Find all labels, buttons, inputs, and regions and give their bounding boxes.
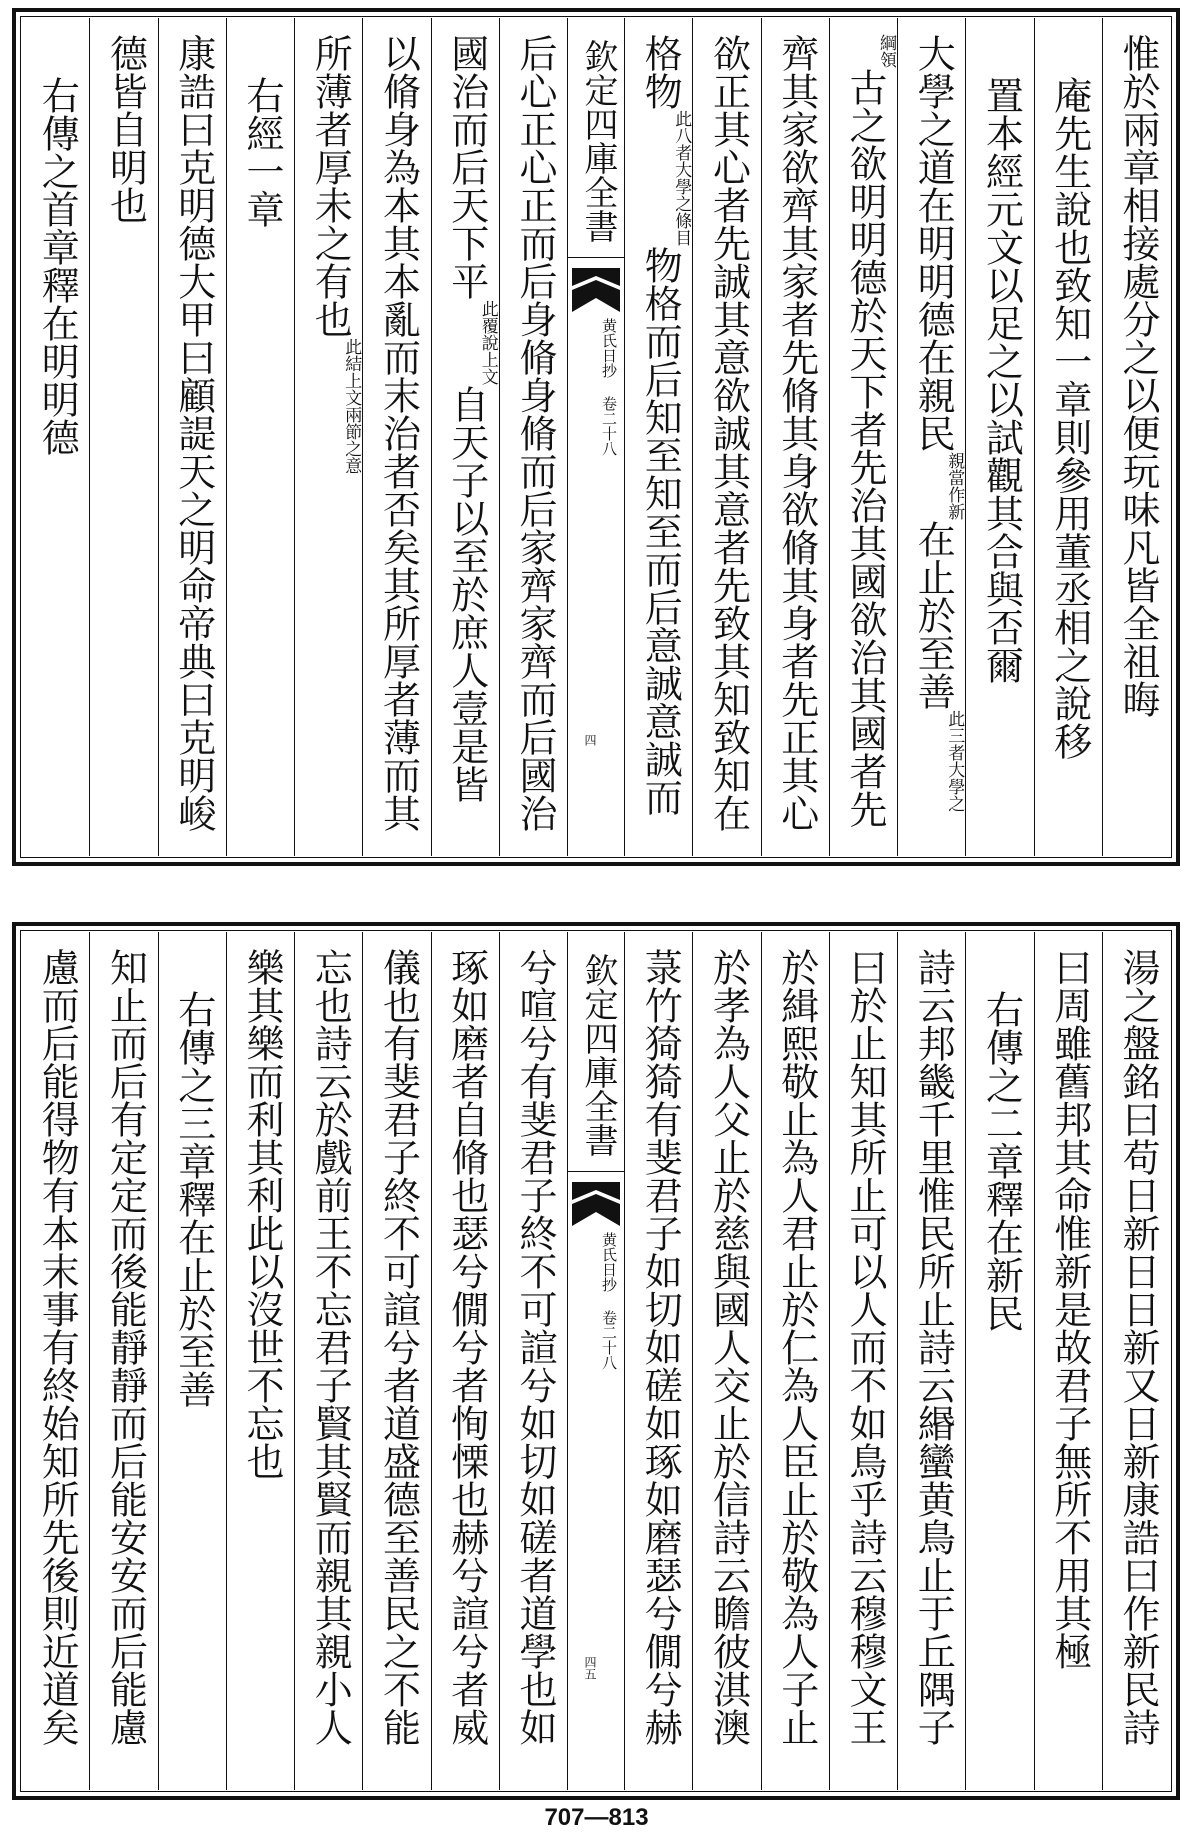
annotation: 親當作新	[944, 452, 965, 520]
text-column	[1034, 18, 1102, 856]
main-text: 自天子以至於庶人壹是皆	[444, 385, 489, 803]
bottom-columns	[22, 932, 1170, 1790]
text-column	[431, 18, 499, 856]
text-column	[362, 18, 430, 856]
top-page	[12, 8, 1180, 866]
text-column	[965, 18, 1033, 856]
main-text: 儀也有斐君子終不可諠兮者道盛德至善民之不能	[376, 948, 421, 1746]
main-text: 右傳之首章釋在明明德	[35, 76, 80, 456]
main-text: 右傳之二章釋在新民	[979, 990, 1024, 1332]
text-column	[158, 932, 226, 1790]
main-text: 於緝熙敬止為人君止於仁為人臣止於敬為人子止	[774, 948, 819, 1746]
annotation: 此覆說上文	[477, 300, 498, 385]
main-text: 右傳之三章釋在止於至善	[171, 990, 216, 1408]
text-column	[22, 932, 89, 1790]
main-text: 於孝為人父止於慈與國人交止於信詩云瞻彼淇澳	[706, 948, 751, 1746]
text-column	[431, 932, 499, 1790]
fishtail-mark-icon	[572, 1182, 620, 1226]
spine-subtitle: 黄氏日抄 卷二十八	[600, 1232, 618, 1370]
text-column	[1034, 932, 1102, 1790]
top-columns	[22, 18, 1170, 856]
main-text: 兮喧兮有斐君子終不可諠兮如切如磋者道學也如	[513, 948, 557, 1746]
text-column	[624, 932, 692, 1790]
text-column	[829, 932, 897, 1790]
main-text: 琢如磨者自脩也瑟兮僩兮者恂慄也赫兮諠兮者威	[444, 948, 489, 1746]
main-text: 國治而后天下平	[444, 34, 489, 300]
spine-title: 欽定四庫全書	[568, 932, 624, 1172]
spine-margin	[567, 18, 624, 856]
page-number: 707—813	[544, 1804, 649, 1831]
main-text: 后心正心正而后身脩身脩而后家齊家齊而后國治	[513, 34, 557, 832]
spine-subtitle: 黄氏日抄 卷二十八	[600, 318, 618, 456]
text-column	[624, 18, 692, 856]
annotation: 此結上文兩節之意	[341, 338, 362, 474]
annotation: 綱領	[876, 34, 896, 68]
main-text: 置本經元文以足之以試觀其合與否爾	[979, 76, 1024, 684]
main-text: 右經一章	[240, 76, 284, 228]
main-text: 欲正其心者先誠其意欲誠其意者先致其知致知在	[706, 34, 751, 832]
text-column	[294, 932, 362, 1790]
text-column	[294, 18, 362, 856]
main-text: 惟於兩章相接處分之以便玩味凡皆全祖晦	[1116, 34, 1160, 718]
spine-title: 欽定四庫全書	[568, 18, 624, 258]
text-column	[761, 932, 829, 1790]
text-column	[1102, 932, 1170, 1790]
main-text: 在止於至善	[911, 520, 956, 710]
text-column	[158, 18, 226, 856]
main-text: 古之欲明明德於天下者先治其國欲治其國者先	[843, 68, 887, 828]
text-column	[226, 18, 294, 856]
text-column	[1102, 18, 1170, 856]
main-text: 菉竹猗猗有斐君子如切如磋如琢如磨瑟兮僩兮赫	[638, 948, 683, 1746]
text-column	[499, 18, 567, 856]
text-column	[692, 18, 760, 856]
text-column	[761, 18, 829, 856]
main-text: 大學之道在明明德在親民	[911, 34, 956, 452]
main-text: 曰於止知其所止可以人而不如鳥乎詩云穆穆文王	[843, 948, 887, 1746]
text-column	[692, 932, 760, 1790]
annotation: 此三者大學之	[944, 710, 965, 812]
text-column	[226, 932, 294, 1790]
main-text: 樂其樂而利其利此以沒世不忘也	[240, 948, 284, 1480]
text-column	[829, 18, 897, 856]
text-column	[362, 932, 430, 1790]
text-column	[89, 932, 157, 1790]
folio-number: 四	[583, 734, 597, 746]
text-column	[499, 932, 567, 1790]
text-column	[897, 18, 965, 856]
main-text: 齊其家欲齊其家者先脩其身欲脩其身者先正其心	[774, 34, 819, 832]
fishtail-mark-icon	[572, 268, 620, 312]
text-column	[965, 932, 1033, 1790]
main-text: 曰周雖舊邦其命惟新是故君子無所不用其極	[1047, 948, 1092, 1670]
main-text: 格物	[638, 34, 683, 110]
main-text: 德皆自明也	[103, 34, 148, 224]
main-text: 知止而后有定定而後能靜靜而后能安安而后能慮	[103, 948, 148, 1746]
bottom-page	[12, 922, 1180, 1800]
main-text: 慮而后能得物有本末事有終始知所先後則近道矣	[35, 948, 80, 1746]
main-text: 忘也詩云於戲前王不忘君子賢其賢而親其親小人	[308, 948, 353, 1746]
main-text: 物格而后知至知至而后意誠意誠而	[638, 246, 683, 816]
text-column	[897, 932, 965, 1790]
spine-margin	[567, 932, 624, 1790]
main-text: 以脩身為本其本亂而末治者否矣其所厚者薄而其	[376, 34, 421, 832]
text-column	[89, 18, 157, 856]
main-text: 康誥曰克明德大甲曰顧諟天之明命帝典曰克明峻	[171, 34, 216, 832]
main-text: 庵先生說也致知一章則參用董丞相之說移	[1047, 76, 1092, 760]
folio-number: 四五	[583, 1656, 597, 1680]
main-text: 詩云邦畿千里惟民所止詩云緡蠻黄鳥止于丘隅子	[911, 948, 956, 1746]
main-text: 湯之盤銘曰苟日新日日新又日新康誥曰作新民詩	[1116, 948, 1160, 1746]
annotation: 此八者大學之條目	[671, 110, 692, 246]
text-column	[22, 18, 89, 856]
main-text: 所薄者厚未之有也	[308, 34, 353, 338]
